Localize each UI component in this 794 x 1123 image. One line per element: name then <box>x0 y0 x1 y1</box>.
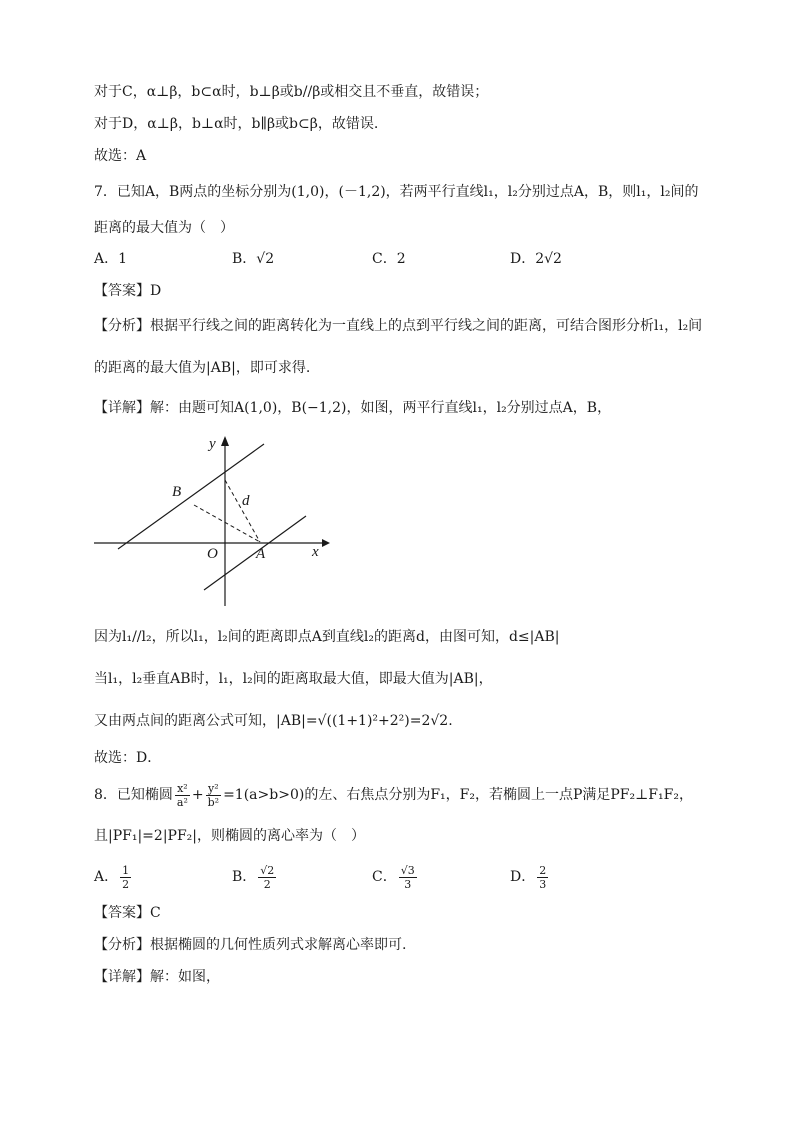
question-7-text: 7．已知A，B两点的坐标分别为(1,0)，(－1,2)，若两平行直线l₁，l₂分别过点A，B，则l₁，l₂间的 <box>94 184 699 200</box>
label-o: O <box>207 546 218 562</box>
q8-option-b <box>232 862 278 892</box>
q8-option-a-den: 2 <box>122 877 130 891</box>
q8-option-b-fraction <box>258 864 276 891</box>
q8-option-a-label: A． <box>94 869 119 885</box>
q8-eq-y-num: y² <box>206 782 221 796</box>
q8-option-d-num: 2 <box>539 863 547 877</box>
q8-option-a-num: 1 <box>122 863 130 877</box>
q8-option-d-den: 3 <box>539 877 547 891</box>
analysis-7: 【分析】根据平行线之间的距离转化为一直线上的点到平行线之间的距离，可结合图形分析l₁，l₂间 <box>94 318 703 334</box>
when-7: 当l₁，l₂垂直AB时，l₁，l₂间的距离取最大值，即最大值为|AB|， <box>94 671 493 687</box>
choose-7: 故选：D． <box>94 750 162 766</box>
q8-option-c-label: C． <box>372 869 397 885</box>
label-y: y <box>209 436 216 452</box>
analysis-8: 【分析】根据椭圆的几何性质列式求解离心率即可. <box>94 937 407 953</box>
analysis-7-cont: 的距离的最大值为|AB|，即可求得. <box>94 360 311 376</box>
line-l1-through-a <box>204 516 306 590</box>
q8-prefix: 8．已知椭圆 <box>94 787 173 803</box>
q7-option-c: C．2 <box>372 251 406 267</box>
answer-8: 【答案】C <box>94 905 161 921</box>
q7-option-d: D．2√2 <box>510 251 562 267</box>
q8-option-d-fraction <box>537 864 548 891</box>
q8-option-c-num: √3 <box>400 863 415 877</box>
q8-option-a <box>94 862 133 892</box>
segment-d <box>225 480 260 542</box>
line-choose-a: 故选：A <box>94 148 147 164</box>
q8-option-c-den: 3 <box>404 877 412 891</box>
question-8-text: 8．已知椭圆 $\frac{\text{x²}}{\text{a²}}$ + $\frac{\text{y²}}{\text{b²}}$ =1(a>b>0)的左、右焦点分别为F₁，F₂，若椭圆上一点P满足PF₂⊥F₁F₂， <box>94 781 693 809</box>
q8-eq-rest: =1(a>b>0)的左、右焦点分别为F₁，F₂，若椭圆上一点P满足PF₂⊥F₁F₂， <box>223 787 693 803</box>
detail-8: 【详解】解：如图， <box>94 969 220 985</box>
x-axis-arrow <box>322 539 330 547</box>
q8-eq-x-num: x² <box>175 782 190 796</box>
q8-option-b-num: √2 <box>260 863 275 877</box>
q8-option-b-label: B． <box>232 869 257 885</box>
q8-option-d <box>510 862 550 892</box>
y-axis-arrow <box>221 436 229 446</box>
line-option-d: 对于D，α⊥β，b⊥α时，b∥β或b⊂β，故错误. <box>94 116 379 132</box>
line-option-c: 对于C，α⊥β，b⊂α时，b⊥β或b//β或相交且不垂直，故错误； <box>94 84 489 100</box>
q8-option-c <box>372 862 419 892</box>
question-7-text-cont: 距离的最大值为（ ） <box>94 220 234 236</box>
q8-eq-y-den: b² <box>207 795 220 809</box>
distance-formula-7: 又由两点间的距离公式可知，|AB|=√((1+1)²+2²)=2√2. <box>94 713 453 729</box>
label-b: B <box>172 484 182 500</box>
label-x: x <box>312 544 319 560</box>
coordinate-figure <box>90 428 330 613</box>
q8-eq-x-fraction <box>175 782 190 809</box>
q8-option-c-fraction <box>399 864 417 891</box>
q7-option-a: A．1 <box>94 251 128 267</box>
label-a: A <box>256 546 266 562</box>
q8-option-d-label: D． <box>510 869 536 885</box>
q7-option-b: B．√2 <box>232 251 275 267</box>
answer-7: 【答案】D <box>94 283 162 299</box>
q8-eq-y-fraction <box>206 782 221 809</box>
q8-eq-x-den: a² <box>176 795 188 809</box>
question-8-cond: 且|PF₁|=2|PF₂|，则椭圆的离心率为（ ） <box>94 828 365 844</box>
detail-7: 【详解】解：由题可知A(1,0)，B(−1,2)，如图，两平行直线l₁，l₂分别过点A，B， <box>94 400 612 416</box>
q8-option-a-fraction <box>120 864 131 891</box>
because-7: 因为l₁//l₂，所以l₁，l₂间的距离即点A到直线l₂的距离d，由图可知，d≤|AB| <box>94 629 560 645</box>
q8-option-b-den: 2 <box>263 877 271 891</box>
label-d: d <box>242 493 250 509</box>
